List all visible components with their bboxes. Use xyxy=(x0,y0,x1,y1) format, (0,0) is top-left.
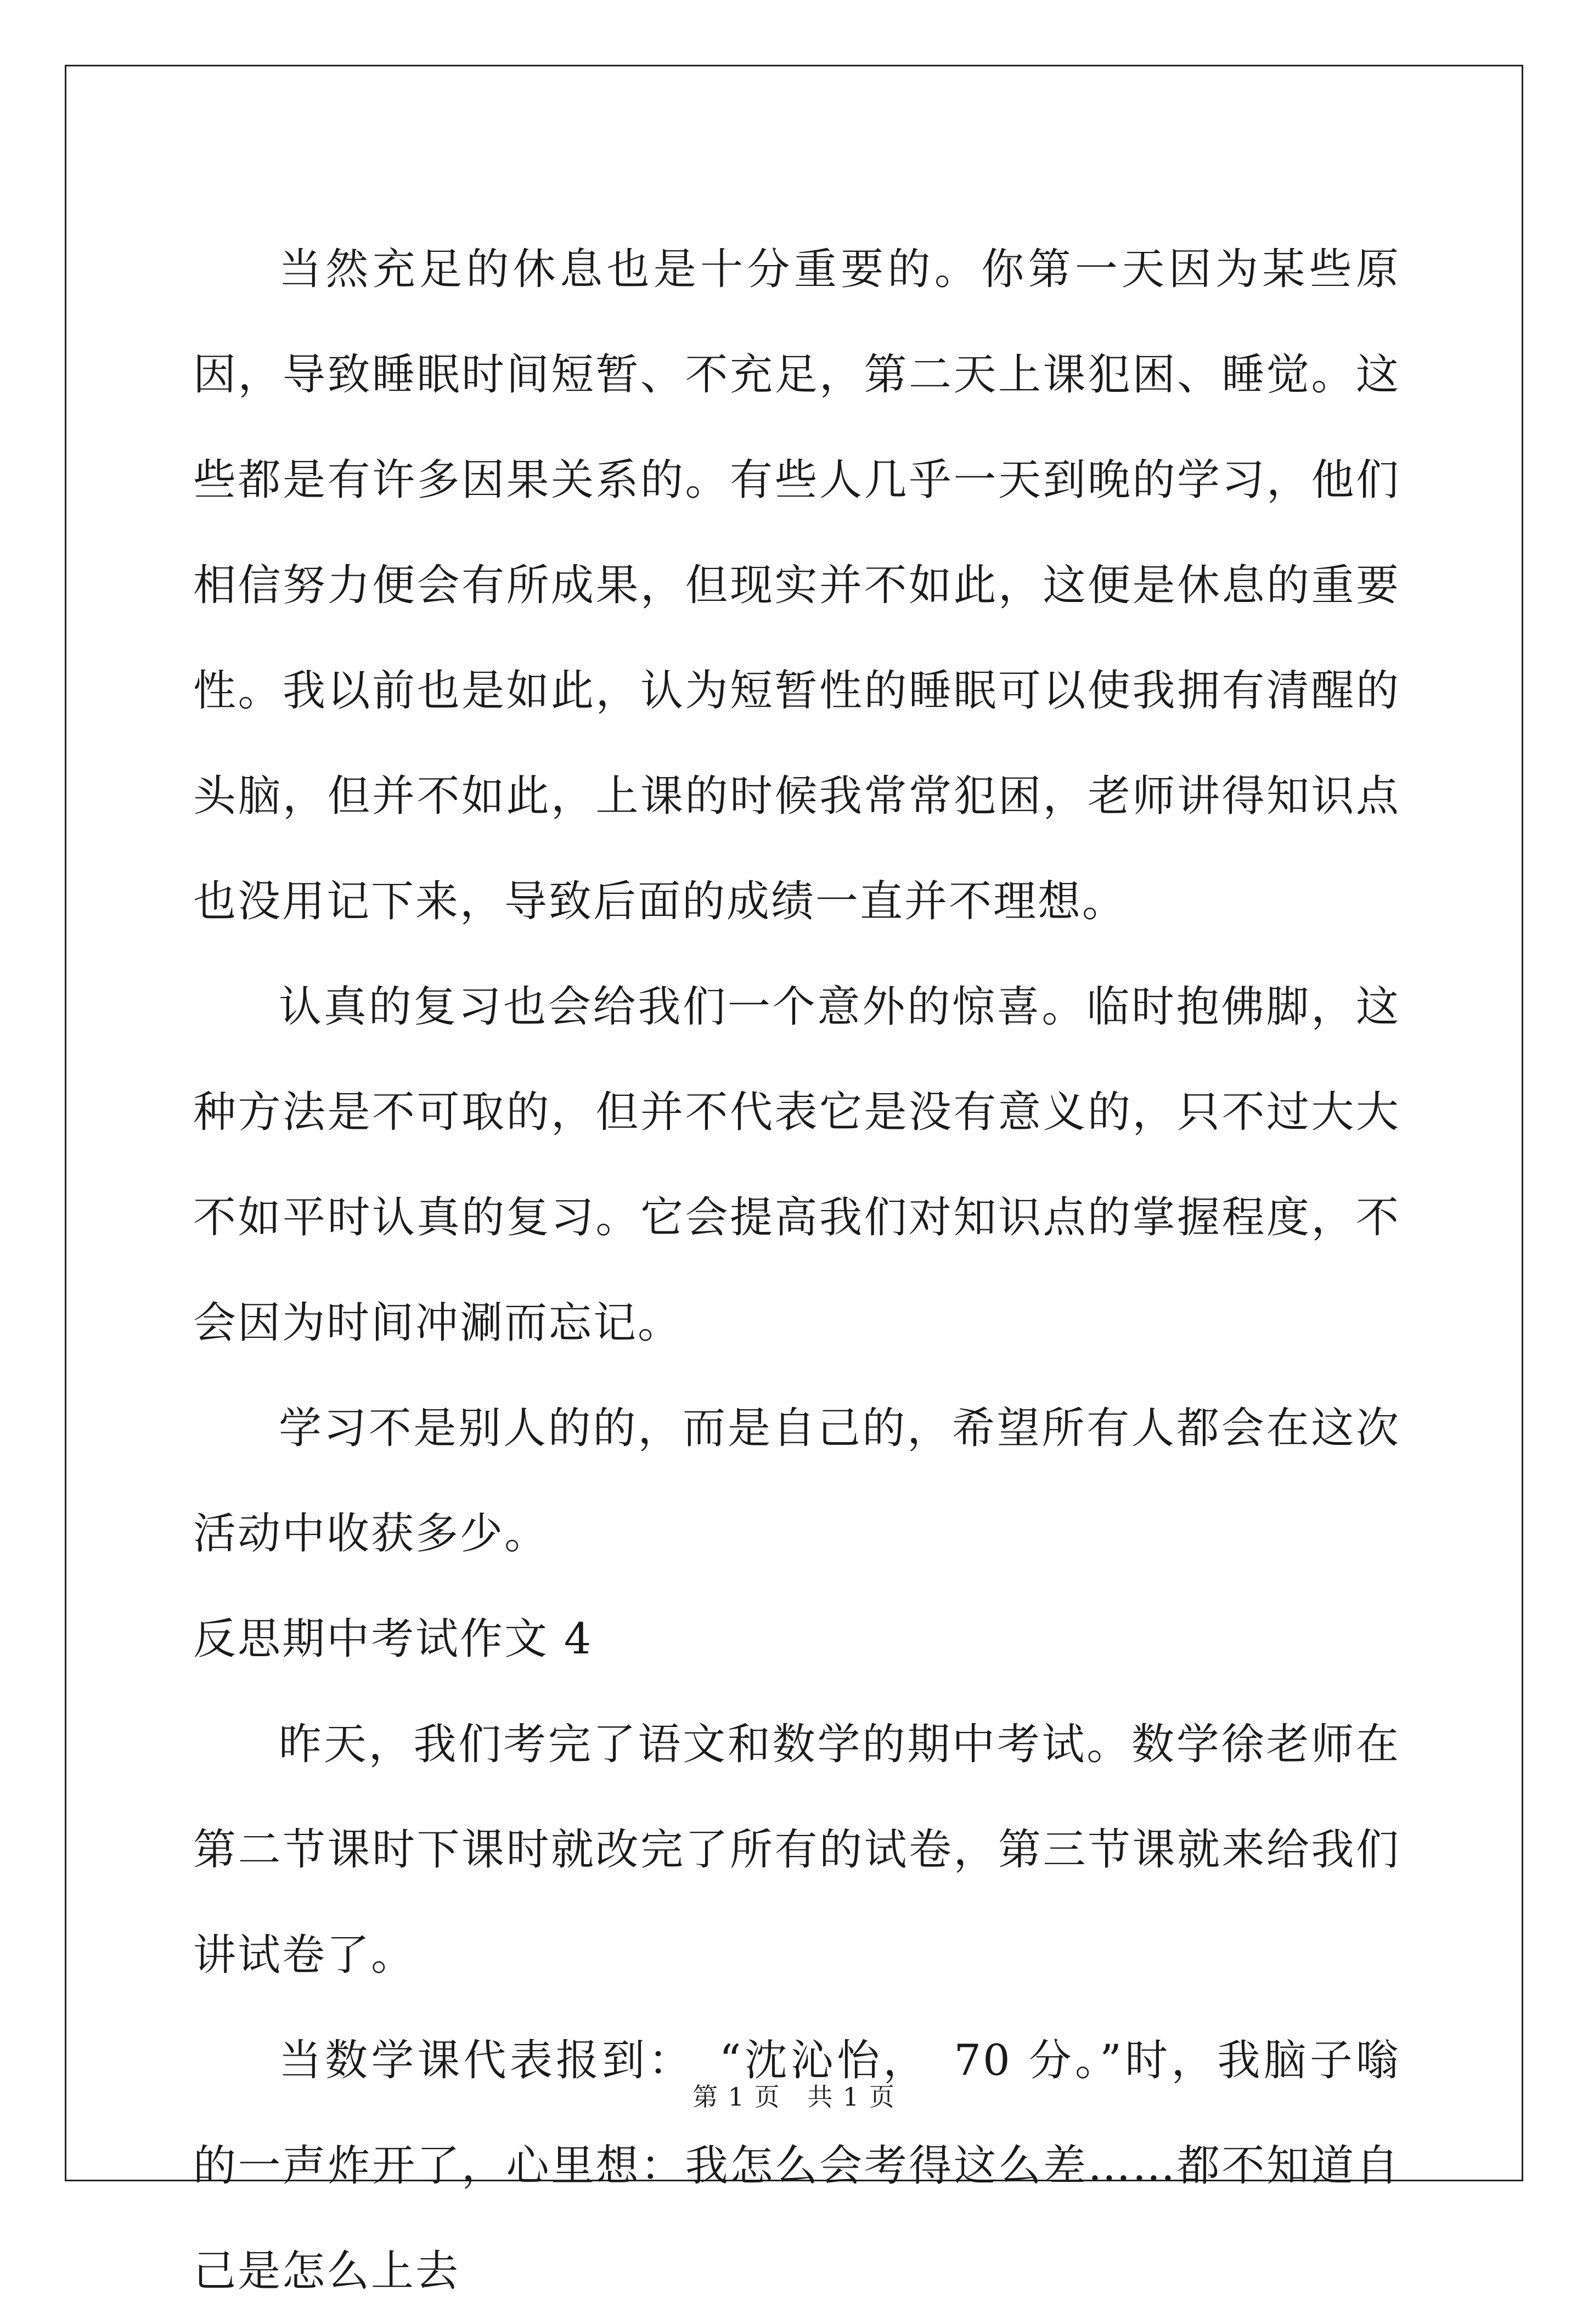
document-body xyxy=(193,217,1400,2324)
paragraph-conclusion: 学习不是别人的的，而是自己的，希望所有人都会在这次活动中收获多少。 xyxy=(193,1404,1400,1558)
paragraph-score: 当数学课代表报到： “沈沁怡， 70 分。”时，我脑子嗡的一声炸开了，心里想：我怎么会考得这么差……都不知道自己是怎么上去 xyxy=(193,2036,1400,2296)
paragraph-exam-day: 昨天，我们考完了语文和数学的期中考试。数学徐老师在第二节课时下课时就改完了所有的试卷，第三节课就来给我们讲试卷了。 xyxy=(193,1720,1400,1980)
paragraph-review: 认真的复习也会给我们一个意外的惊喜。临时抱佛脚，这种方法是不可取的，但并不代表它是没有意义的，只不过大大不如平时认真的复习。它会提高我们对知识点的掌握程度，不会因为时间冲涮而忘记。 xyxy=(193,982,1400,1348)
section-heading: 反思期中考试作文 4 xyxy=(193,1614,593,1664)
page-footer xyxy=(0,2077,1588,2113)
page-total: 共 1 页 xyxy=(807,2082,896,2112)
page-number: 第 1 页 xyxy=(692,2082,781,2112)
paragraph-rest: 当然充足的休息也是十分重要的。你第一天因为某些原因，导致睡眠时间短暂、不充足，第二天上课犯困、睡觉。这些都是有许多因果关系的。有些人几乎一天到晚的学习，他们相信努力便会有所成果，但现实并不如此，这便是休息的重要性。我以前也是如此，认为短暂性的睡眠可以使我拥有清醒的头脑，但并不如此，上课的时候我常常犯困，老师讲得知识点也没用记下来，导致后面的成绩一直并不理想。 xyxy=(193,245,1400,926)
